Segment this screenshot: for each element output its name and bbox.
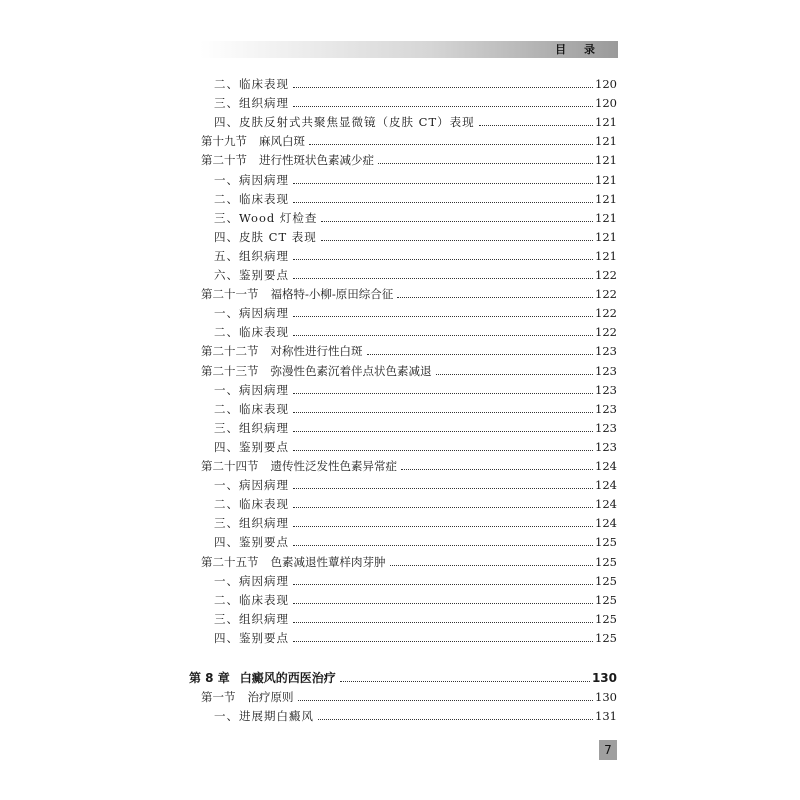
toc-entry-text: 福格特-小柳-原田综合征 — [270, 287, 394, 302]
dot-leader — [390, 565, 594, 566]
toc-entry-title — [214, 383, 289, 397]
toc-chapter — [189, 666, 617, 685]
toc-entry-title — [201, 344, 363, 358]
toc-entry — [214, 492, 617, 511]
dot-leader — [340, 681, 590, 682]
dot-leader — [293, 526, 593, 527]
dot-leader — [293, 278, 593, 279]
dot-leader — [367, 354, 594, 355]
toc-entry — [214, 168, 617, 187]
toc-entry-text: 麻风白斑 — [259, 134, 305, 149]
toc-page-number: 120 — [595, 77, 617, 91]
toc-page-number: 124 — [595, 497, 617, 512]
toc-page-number: 125 — [595, 630, 617, 645]
toc-entry-number: 五、 — [214, 248, 239, 263]
toc-entry-title — [214, 96, 289, 110]
toc-page-number: 123 — [595, 439, 617, 454]
toc-entry — [214, 320, 617, 339]
dot-leader — [321, 221, 593, 222]
toc-entry-number: 第二十二节 — [201, 344, 259, 359]
toc-entry-text: 病因病理 — [239, 306, 289, 321]
toc-entry-title — [214, 516, 289, 530]
toc-entry — [214, 206, 617, 225]
toc-page-number: 124 — [595, 478, 617, 493]
toc-entry-title — [201, 690, 294, 704]
toc-entry-number: 三、 — [214, 96, 239, 111]
toc-page-number: 125 — [595, 611, 617, 626]
toc-entry-number: 二、 — [214, 497, 239, 512]
toc-section — [201, 339, 617, 358]
toc-entry-number: 第 8 章 — [189, 671, 230, 685]
toc-entry-number: 一、 — [214, 709, 239, 724]
toc-page-number: 124 — [595, 459, 617, 473]
toc-entry-number: 三、 — [214, 420, 239, 435]
dot-leader — [293, 431, 593, 432]
toc-page-number: 123 — [595, 420, 617, 435]
toc-page-number: 125 — [595, 554, 617, 569]
toc-entry-number: 六、 — [214, 268, 239, 282]
toc-page-number: 121 — [595, 191, 617, 206]
toc-entry-text: 组织病理 — [239, 516, 289, 531]
toc-section — [201, 359, 617, 378]
toc-entry-text: 白癜风的西医治疗 — [239, 671, 336, 685]
toc-entry-title — [201, 287, 393, 301]
dot-leader — [318, 719, 593, 720]
dot-leader — [293, 259, 593, 260]
dot-leader — [479, 125, 593, 126]
toc-page-number: 123 — [595, 363, 617, 378]
toc-entry-text: 组织病理 — [239, 611, 289, 626]
header-band — [200, 41, 618, 58]
toc-entry-number: 第二十三节 — [201, 363, 259, 378]
dot-leader — [293, 641, 593, 642]
toc-page-number: 123 — [595, 401, 617, 416]
toc-entry-title — [214, 230, 317, 244]
toc-entry-text: 组织病理 — [239, 96, 289, 111]
toc-entry-title — [214, 211, 317, 225]
toc-page-number: 122 — [595, 325, 617, 340]
toc-page-number: 125 — [595, 592, 617, 607]
toc-entry-title — [214, 192, 289, 206]
toc-page-number: 131 — [595, 709, 617, 724]
toc-entry — [214, 397, 617, 416]
toc-entry-number: 第二十一节 — [201, 287, 259, 302]
toc-page-number: 122 — [595, 306, 617, 321]
toc-section — [201, 550, 617, 569]
toc-entry-number: 二、 — [214, 592, 239, 607]
page-number: 7 — [599, 740, 617, 760]
toc-entry-text: 临床表现 — [239, 401, 289, 416]
dot-leader — [293, 202, 593, 203]
toc-entry — [214, 225, 617, 244]
toc-entry-text: 病因病理 — [239, 478, 289, 493]
toc-entry-text: 鉴别要点 — [239, 268, 289, 282]
toc-page-number: 121 — [595, 153, 617, 168]
dot-leader — [401, 469, 593, 470]
toc-entry — [214, 91, 617, 110]
toc-entry — [214, 110, 617, 129]
dot-leader — [293, 488, 593, 489]
toc-entry-text: 临床表现 — [239, 191, 289, 206]
toc-entry-title — [201, 364, 432, 378]
toc-entry — [214, 301, 617, 320]
toc-entry — [214, 435, 617, 454]
toc-section — [201, 282, 617, 301]
dot-leader — [293, 622, 593, 623]
toc-section — [201, 454, 617, 473]
toc-entry-number: 一、 — [214, 172, 239, 187]
toc-entry — [214, 588, 617, 607]
toc-entry-title — [214, 478, 289, 492]
header-title: 目 录 — [555, 43, 602, 56]
toc-page-number: 124 — [595, 516, 617, 531]
toc-entry-title — [201, 153, 374, 167]
toc-entry-text: 鉴别要点 — [239, 439, 289, 454]
toc-entry-title — [189, 671, 336, 685]
toc-entry-text: 遗传性泛发性色素异常症 — [270, 459, 397, 473]
toc-entry — [214, 187, 617, 206]
toc-entry-number: 四、 — [214, 535, 239, 550]
toc-entry-number: 第二十节 — [201, 153, 247, 168]
toc-entry-text: 病因病理 — [239, 573, 289, 588]
toc-page-number: 121 — [595, 229, 617, 244]
toc-entry-number: 四、 — [214, 115, 239, 130]
toc-page-number: 121 — [595, 115, 617, 130]
toc-entry-number: 三、 — [214, 611, 239, 626]
dot-leader — [293, 183, 593, 184]
toc-entry-number: 第二十五节 — [201, 554, 259, 569]
toc-entry-text: 组织病理 — [239, 248, 289, 263]
toc-entry — [214, 530, 617, 549]
toc-entry-text: 组织病理 — [239, 420, 289, 435]
toc-page-number: 121 — [595, 172, 617, 187]
toc-page-number: 123 — [595, 344, 617, 359]
toc-entry-title — [214, 574, 289, 588]
toc-entry-text: 色素减退性蕈样肉芽肿 — [270, 554, 386, 569]
toc-entry — [214, 244, 617, 263]
toc-entry — [214, 378, 617, 397]
toc-entry-title — [214, 535, 289, 549]
toc-entry-title — [214, 306, 289, 320]
toc-entry — [214, 607, 617, 626]
dot-leader — [293, 507, 593, 508]
toc-section — [201, 685, 617, 704]
toc-page-number: 123 — [595, 382, 617, 397]
toc-entry-title — [214, 709, 314, 723]
toc-entry-number: 一、 — [214, 478, 239, 493]
toc-entry-text: 临床表现 — [239, 77, 289, 91]
toc-entry-number: 一、 — [214, 382, 239, 397]
toc-entry-text: 临床表现 — [239, 592, 289, 607]
dot-leader — [293, 87, 593, 88]
toc-entry-number: 一、 — [214, 306, 239, 321]
toc-entry-text: 进行性斑状色素减少症 — [259, 153, 374, 168]
toc-page-number: 130 — [595, 690, 617, 705]
dot-leader — [436, 374, 594, 375]
dot-leader — [397, 297, 593, 298]
toc-entry — [214, 263, 617, 282]
dot-leader — [293, 603, 593, 604]
toc-entry-title — [214, 402, 289, 416]
toc-page-number: 120 — [595, 96, 617, 111]
toc-entry-title — [214, 268, 289, 282]
toc-entry-text: 临床表现 — [239, 325, 289, 340]
toc-page-number: 122 — [595, 287, 617, 302]
toc-entry-text: 鉴别要点 — [239, 630, 289, 645]
toc-entry-number: 第十九节 — [201, 134, 247, 149]
toc-entry — [214, 511, 617, 530]
toc-page-number: 121 — [595, 248, 617, 263]
toc-entry-text: 弥漫性色素沉着伴点状色素减退 — [270, 363, 432, 378]
toc-entry-number: 四、 — [214, 229, 239, 244]
toc-entry-text: 病因病理 — [239, 382, 289, 397]
toc-entry — [214, 416, 617, 435]
toc-entry-number: 三、 — [214, 210, 239, 225]
toc-entry-title — [201, 555, 386, 569]
toc-entry-text: 皮肤反射式共聚焦显微镜（皮肤 CT）表现 — [239, 115, 475, 130]
toc-entry — [214, 569, 617, 588]
toc-entry-title — [214, 497, 289, 511]
toc-page-number: 122 — [595, 268, 617, 282]
dot-leader — [321, 240, 593, 241]
toc-entry-number: 二、 — [214, 191, 239, 206]
toc-entry-text: 临床表现 — [239, 497, 289, 512]
dot-leader — [293, 450, 593, 451]
toc-entry-text: 治疗原则 — [247, 690, 294, 705]
toc-page-number: 121 — [595, 210, 617, 225]
toc-entry — [214, 72, 617, 91]
toc-entry-title — [214, 631, 289, 645]
toc-section — [201, 129, 617, 148]
dot-leader — [293, 316, 593, 317]
toc-entry-text: Wood 灯检查 — [239, 210, 318, 225]
toc-entry-number: 二、 — [214, 77, 239, 91]
dot-leader — [309, 144, 593, 145]
toc-entry-number: 第一节 — [201, 690, 236, 705]
toc-entry-number: 一、 — [214, 573, 239, 588]
toc-entry-title — [214, 173, 289, 187]
toc-entry-title — [214, 77, 289, 91]
dot-leader — [293, 584, 593, 585]
toc-entry-title — [214, 115, 475, 129]
toc-entry-text: 皮肤 CT 表现 — [239, 229, 317, 244]
toc-section — [201, 148, 617, 167]
dot-leader — [293, 545, 593, 546]
toc-entry-text: 进展期白癜风 — [239, 709, 314, 724]
dot-leader — [293, 412, 593, 413]
dot-leader — [298, 700, 594, 701]
toc-entry-number: 二、 — [214, 325, 239, 340]
toc-entry-number: 四、 — [214, 439, 239, 454]
dot-leader — [293, 393, 593, 394]
toc-page-number: 121 — [595, 134, 617, 149]
toc-entry-title — [214, 249, 289, 263]
toc-entry-title — [214, 593, 289, 607]
toc-entry — [214, 626, 617, 645]
toc-page-number: 125 — [595, 535, 617, 550]
toc-entry-number: 四、 — [214, 630, 239, 645]
toc-entry — [214, 704, 617, 723]
toc-entry-number: 第二十四节 — [201, 459, 259, 473]
toc-entry-title — [214, 325, 289, 339]
toc-entry-text: 病因病理 — [239, 172, 289, 187]
toc-entry-text: 对称性进行性白斑 — [270, 344, 363, 359]
toc-entry-title — [214, 421, 289, 435]
dot-leader — [293, 106, 593, 107]
toc-page-number: 130 — [591, 671, 617, 685]
toc-entry-number: 二、 — [214, 401, 239, 416]
toc-entry-title — [201, 134, 305, 148]
toc-entry-text: 鉴别要点 — [239, 535, 289, 550]
toc-entry-title — [214, 440, 289, 454]
toc-entry-title — [201, 459, 397, 473]
toc-entry-number: 三、 — [214, 516, 239, 531]
toc-entry-title — [214, 612, 289, 626]
dot-leader — [293, 335, 593, 336]
dot-leader — [378, 163, 593, 164]
toc-page-number: 125 — [595, 573, 617, 588]
toc-entry — [214, 473, 617, 492]
